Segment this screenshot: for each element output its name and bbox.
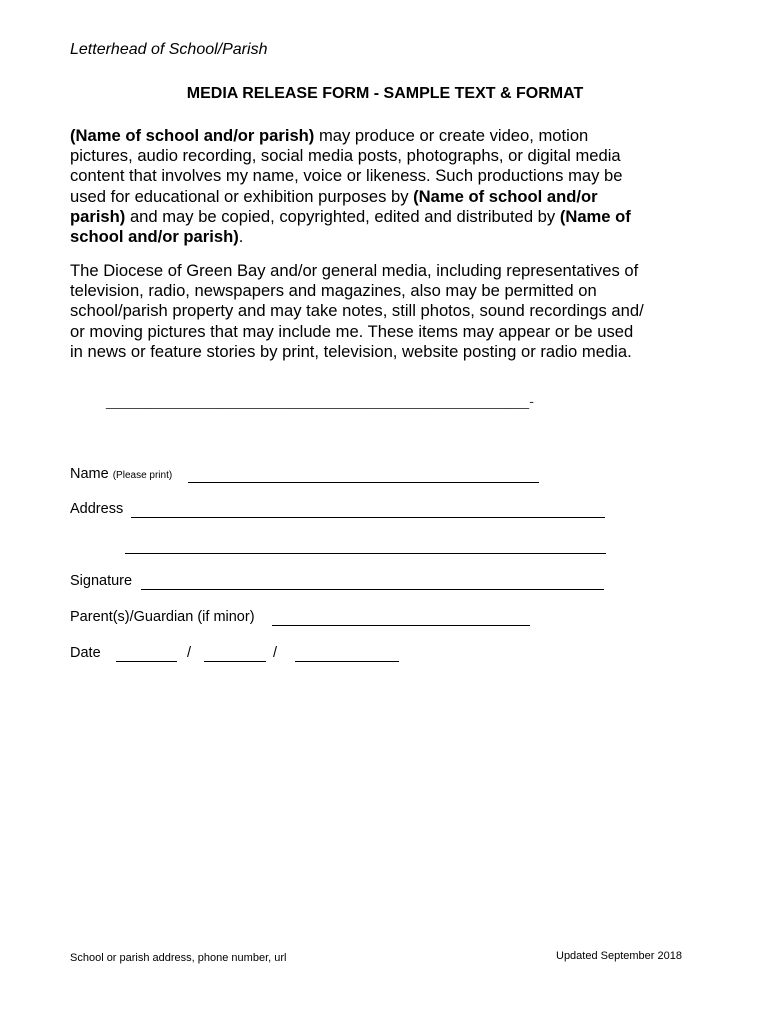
name-label	[70, 466, 172, 482]
page-title: MEDIA RELEASE FORM - SAMPLE TEXT & FORMAT	[186, 85, 584, 102]
school-placeholder: (Name of school and/or	[413, 186, 598, 206]
release-paragraph-1	[70, 126, 710, 247]
paragraph-text: school/parish property and may take notes, still photos, sound recordings and/	[70, 301, 644, 321]
school-placeholder: (Name of school and/or parish)	[70, 126, 315, 145]
date-day-field[interactable]	[204, 647, 266, 662]
date-label: Date	[70, 645, 101, 661]
paragraph-text: pictures, audio recording, social media posts, photographs, or digital media	[70, 146, 621, 166]
paragraph-text: content that involves my name, voice or likeness. Such productions may be	[70, 166, 623, 186]
address-field-line-1[interactable]	[131, 503, 605, 518]
paragraph-text: or moving pictures that may include me. These items may appear or be used	[70, 321, 634, 341]
paragraph-text: in news or feature stories by print, television, website posting or radio media.	[70, 341, 632, 361]
school-placeholder: school and/or parish)	[70, 227, 239, 247]
footer-updated-date: Updated September 2018	[556, 950, 682, 962]
release-paragraph-2	[70, 261, 710, 362]
date-separator: /	[187, 645, 192, 661]
name-field[interactable]	[188, 468, 539, 483]
separator-line: _____________________________________________________-	[106, 393, 535, 409]
signature-field[interactable]	[141, 575, 604, 590]
name-hint: (Please print)	[112, 470, 173, 481]
guardian-label: Parent(s)/Guardian (if minor)	[70, 609, 255, 625]
address-label: Address	[70, 501, 124, 517]
signature-label: Signature	[70, 573, 133, 589]
date-separator: /	[273, 645, 278, 661]
date-year-field[interactable]	[295, 647, 399, 662]
paragraph-text: .	[238, 227, 244, 247]
name-label-text: Name	[70, 466, 109, 482]
paragraph-text: television, radio, newspapers and magazines, also may be permitted on	[70, 281, 597, 301]
paragraph-text: may produce or create video, motion	[314, 126, 589, 145]
footer-address: School or parish address, phone number, url	[70, 952, 287, 964]
date-month-field[interactable]	[116, 647, 177, 662]
guardian-field[interactable]	[272, 611, 530, 626]
school-placeholder: parish)	[70, 206, 126, 226]
address-field-line-2[interactable]	[125, 539, 606, 554]
school-placeholder: (Name of	[559, 206, 631, 226]
paragraph-text: and may be copied, copyrighted, edited and distributed by	[125, 206, 560, 226]
letterhead: Letterhead of School/Parish	[70, 41, 268, 58]
paragraph-text: used for educational or exhibition purposes by	[70, 186, 414, 206]
paragraph-text: The Diocese of Green Bay and/or general media, including representatives of	[70, 261, 639, 280]
